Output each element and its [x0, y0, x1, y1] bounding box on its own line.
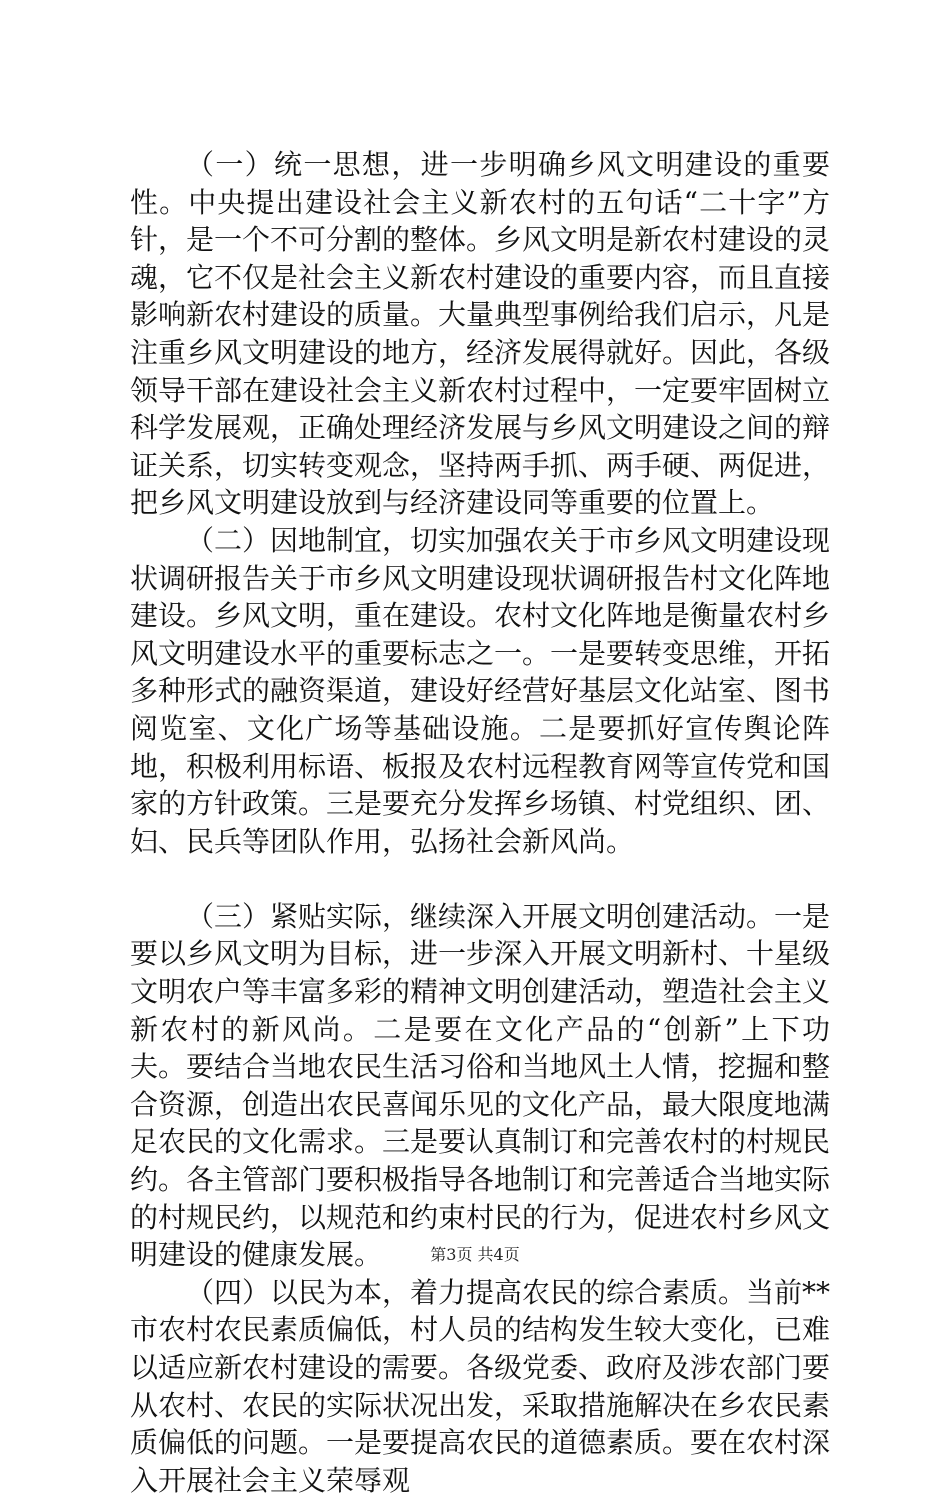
paragraph-4: （四）以民为本，着力提高农民的综合素质。当前**市农村农民素质偏低，村人员的结构发生较大变化，已难以适应新农村建设的需要。各级党委、政府及涉农部门要从农村、农民的实际状况出发，采取措施解决在乡农民素质偏低的问题。一是要提高农民的道德素质。要在农村深入开展社会主义荣辱观: [130, 1275, 831, 1497]
paragraph-1: （一）统一思想，进一步明确乡风文明建设的重要性。中央提出建设社会主义新农村的五句话“二十字”方针，是一个不可分割的整体。乡风文明是新农村建设的灵魂，它不仅是社会主义新农村建设的重要内容，而且直接影响新农村建设的质量。大量典型事例给我们启示，凡是注重乡风文明建设的地方，经济发展得就好。因此，各级领导干部在建设社会主义新农村过程中，一定要牢固树立科学发展观，正确处理经济发展与乡风文明建设之间的辩证关系，切实转变观念，坚持两手抓、两手硬、两促进，把乡风文明建设放到与经济建设同等重要的位置上。: [130, 148, 831, 520]
paragraph-2: （二）因地制宜，切实加强农关于市乡风文明建设现状调研报告关于市乡风文明建设现状调研报告村文化阵地建设。乡风文明，重在建设。农村文化阵地是衡量农村乡风文明建设水平的重要标志之一。一是要转变思维，开拓多种形式的融资渠道，建设好经营好基层文化站室、图书阅览室、文化广场等基础设施。二是要抓好宣传舆论阵地，积极利用标语、板报及农村远程教育网等宣传党和国家的方针政策。三是要充分发挥乡场镇、村党组织、团、妇、民兵等团队作用，弘扬社会新风尚。: [130, 523, 831, 858]
document-body: [130, 146, 830, 1499]
paragraph-3: （三）紧贴实际，继续深入开展文明创建活动。一是要以乡风文明为目标，进一步深入开展文明新村、十星级文明农户等丰富多彩的精神文明创建活动，塑造社会主义新农村的新风尚。二是要在文化产品的“创新”上下功夫。要结合当地农民生活习俗和当地风土人情，挖掘和整合资源，创造出农民喜闻乐见的文化产品，最大限度地满足农民的文化需求。三是要认真制订和完善农村的村规民约。各主管部门要积极指导各地制订和完善适合当地实际的村规民约，以规范和约束村民的行为，促进农村乡风文明建设的健康发展。: [130, 899, 831, 1272]
page-number-footer: 第3页 共4页: [430, 1245, 520, 1264]
